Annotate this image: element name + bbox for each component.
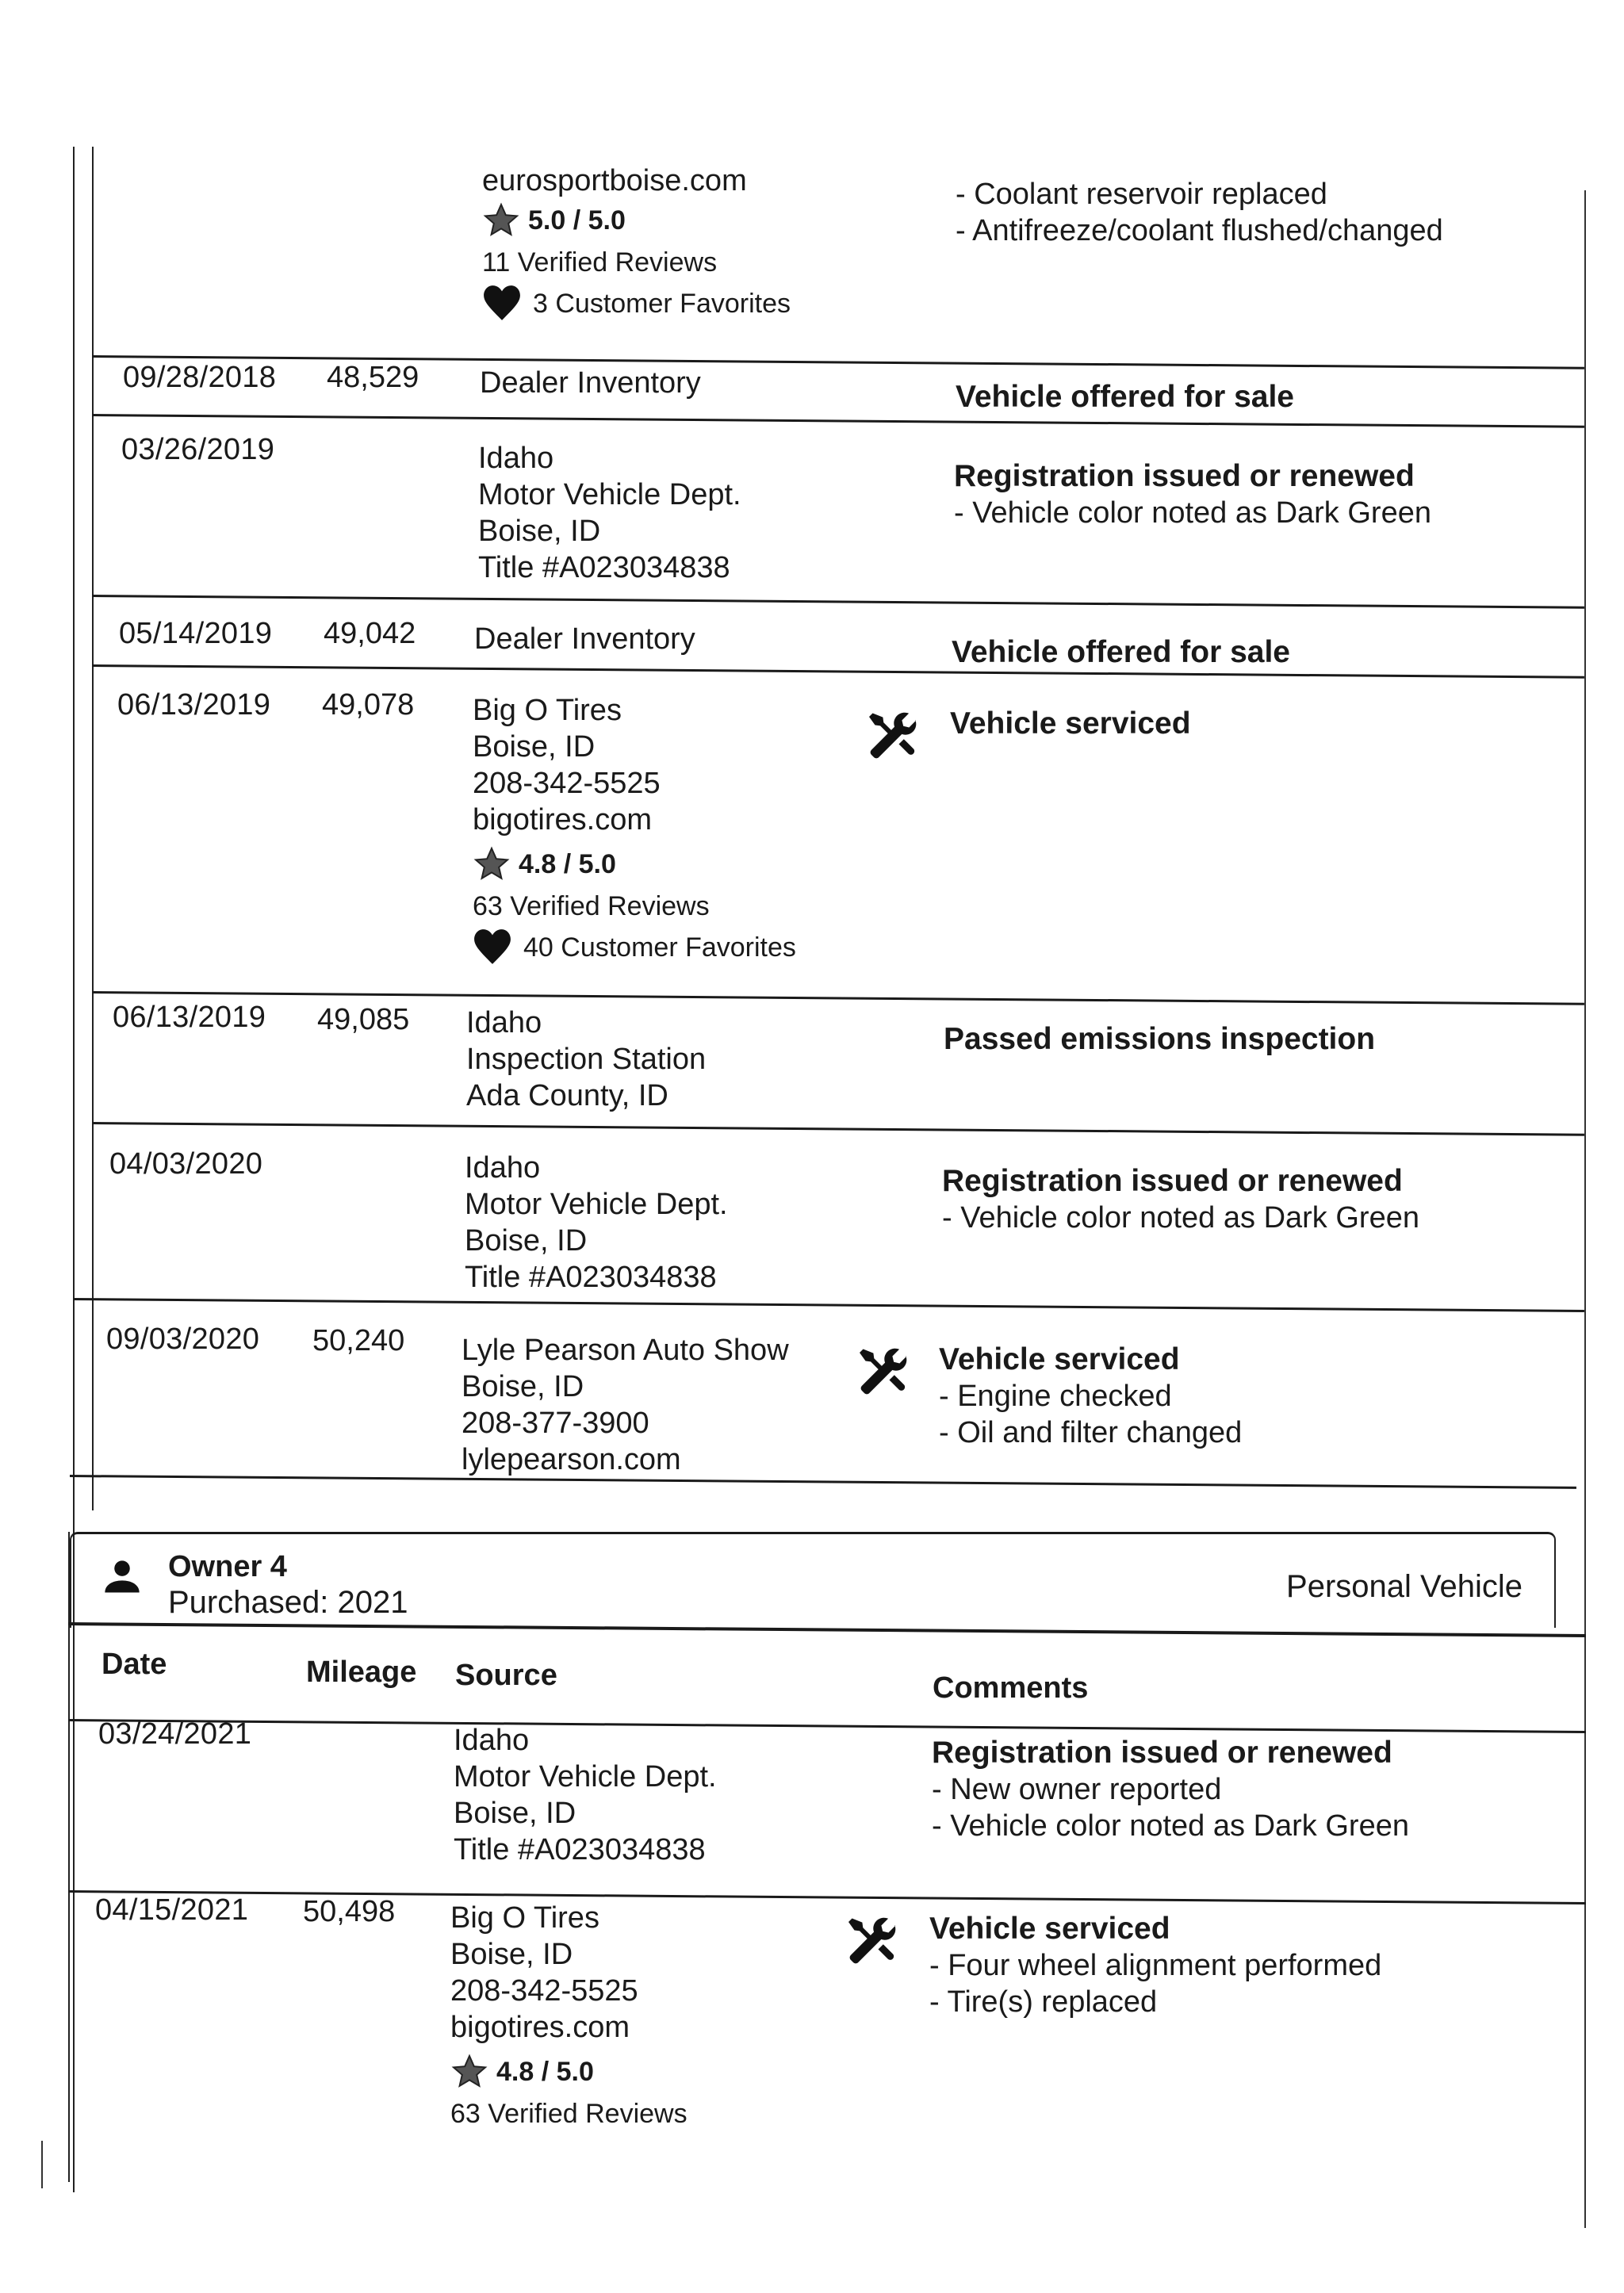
comment-title: Vehicle serviced bbox=[939, 1342, 1180, 1376]
table-border-left bbox=[92, 147, 94, 1510]
page-edge-left-bottom bbox=[41, 2141, 43, 2188]
row-divider bbox=[68, 1719, 1586, 1733]
rating-value: 4.8 / 5.0 bbox=[496, 2057, 594, 2087]
row-divider bbox=[68, 1890, 1586, 1904]
comments-cell bbox=[956, 176, 1443, 249]
source-line: Inspection Station bbox=[466, 1043, 707, 1076]
comments-cell bbox=[954, 458, 1431, 531]
row-divider bbox=[92, 355, 1584, 369]
phone-link[interactable]: 208-377-3900 bbox=[462, 1407, 649, 1440]
row-divider bbox=[92, 414, 1584, 428]
date-cell: 05/14/2019 bbox=[119, 617, 273, 650]
source-line: Boise, ID bbox=[473, 730, 596, 764]
source-line: Lyle Pearson Auto Show bbox=[462, 1334, 789, 1367]
comment-title: Registration issued or renewed bbox=[932, 1736, 1392, 1770]
source-line: Idaho bbox=[454, 1724, 530, 1757]
mileage-cell: 50,498 bbox=[303, 1895, 396, 1928]
column-header-mileage: Mileage bbox=[306, 1656, 417, 1689]
rating bbox=[482, 199, 791, 242]
comment-title: Vehicle serviced bbox=[929, 1912, 1170, 1946]
source-website-link[interactable]: lylepearson.com bbox=[462, 1443, 681, 1476]
comment-line: - Oil and filter changed bbox=[939, 1416, 1243, 1449]
date-cell: 04/15/2021 bbox=[95, 1893, 249, 1927]
comment-line: - Tire(s) replaced bbox=[929, 1985, 1158, 2019]
source-line: Motor Vehicle Dept. bbox=[454, 1760, 717, 1793]
source-line: Idaho bbox=[466, 1006, 542, 1039]
comments-cell bbox=[942, 1163, 1419, 1236]
date-cell: 03/26/2019 bbox=[121, 433, 275, 466]
source-line: Big O Tires bbox=[473, 694, 622, 727]
owner-table-border-left bbox=[68, 1532, 70, 2182]
date-cell: 04/03/2020 bbox=[109, 1147, 263, 1181]
verified-reviews: 11 Verified Reviews bbox=[482, 247, 718, 278]
comment-line: - Vehicle color noted as Dark Green bbox=[932, 1809, 1409, 1843]
source-line: Big O Tires bbox=[450, 1901, 599, 1935]
comment-title: Passed emissions inspection bbox=[944, 1022, 1376, 1056]
source-line: Motor Vehicle Dept. bbox=[478, 478, 741, 511]
date-cell: 03/24/2021 bbox=[98, 1717, 252, 1751]
row-divider bbox=[92, 1122, 1584, 1136]
comments-cell bbox=[929, 1911, 1381, 2020]
source-line: Idaho bbox=[478, 442, 554, 475]
title-number: Title #A023034838 bbox=[465, 1261, 717, 1294]
column-header-source: Source bbox=[455, 1659, 557, 1692]
customer-favorites bbox=[473, 927, 796, 968]
owner-title: Owner 4 bbox=[168, 1550, 287, 1583]
verified-reviews: 63 Verified Reviews bbox=[473, 891, 710, 921]
source-line: Boise, ID bbox=[454, 1797, 576, 1830]
heart-icon bbox=[473, 928, 512, 967]
comments-cell bbox=[932, 1735, 1409, 1844]
comment-title: Vehicle offered for sale bbox=[952, 635, 1291, 669]
owner-purchased-year: Purchased: 2021 bbox=[168, 1585, 408, 1620]
owner-card bbox=[70, 1532, 1556, 1628]
source-line: Ada County, ID bbox=[466, 1079, 668, 1112]
comment-line: - Engine checked bbox=[939, 1380, 1172, 1413]
source-website-link[interactable]: bigotires.com bbox=[450, 2011, 630, 2044]
phone-link[interactable]: 208-342-5525 bbox=[473, 767, 661, 800]
source-cell bbox=[482, 163, 791, 324]
comment-title: Vehicle serviced bbox=[950, 706, 1191, 741]
comment-line: - Four wheel alignment performed bbox=[929, 1949, 1382, 1982]
source-line: Boise, ID bbox=[450, 1938, 573, 1971]
section-bottom-border bbox=[70, 1475, 1576, 1489]
rating-value: 5.0 / 5.0 bbox=[528, 205, 626, 235]
comment-line: - Vehicle color noted as Dark Green bbox=[942, 1201, 1419, 1235]
date-cell: 09/03/2020 bbox=[106, 1323, 260, 1356]
page-edge-left bbox=[73, 147, 75, 2192]
customer-favorites bbox=[482, 283, 791, 324]
source-cell: Dealer Inventory bbox=[474, 622, 695, 656]
date-cell: 06/13/2019 bbox=[113, 1001, 266, 1034]
date-cell: 06/13/2019 bbox=[117, 688, 271, 722]
mileage-cell: 50,240 bbox=[312, 1324, 405, 1357]
source-cell: Dealer Inventory bbox=[480, 366, 701, 400]
verified-reviews: 63 Verified Reviews bbox=[450, 2099, 688, 2129]
favorites-count: 3 Customer Favorites bbox=[533, 289, 791, 319]
title-number: Title #A023034838 bbox=[454, 1833, 706, 1866]
comments-cell bbox=[939, 1342, 1242, 1451]
phone-link[interactable]: 208-342-5525 bbox=[450, 1974, 638, 2008]
date-cell: 09/28/2018 bbox=[123, 361, 277, 394]
source-cell bbox=[462, 1332, 789, 1478]
column-header-comments: Comments bbox=[933, 1671, 1089, 1705]
heart-icon bbox=[482, 284, 522, 323]
column-header-date: Date bbox=[102, 1648, 167, 1681]
source-line: Motor Vehicle Dept. bbox=[465, 1188, 728, 1221]
star-icon bbox=[473, 845, 511, 883]
source-cell bbox=[465, 1150, 728, 1296]
star-icon bbox=[482, 201, 520, 239]
source-website-link[interactable]: eurosportboise.com bbox=[482, 164, 747, 197]
rating-value: 4.8 / 5.0 bbox=[519, 849, 616, 879]
comment-line: - New owner reported bbox=[932, 1773, 1222, 1806]
comment-line: - Vehicle color noted as Dark Green bbox=[954, 496, 1431, 530]
mileage-cell: 49,042 bbox=[324, 617, 416, 650]
mileage-cell: 49,078 bbox=[322, 688, 415, 722]
source-cell bbox=[450, 1900, 688, 2134]
comment-line: - Coolant reservoir replaced bbox=[956, 178, 1327, 211]
row-divider bbox=[92, 991, 1584, 1005]
comment-title: Vehicle offered for sale bbox=[956, 380, 1295, 414]
title-number: Title #A023034838 bbox=[478, 551, 730, 584]
favorites-count: 40 Customer Favorites bbox=[523, 932, 796, 963]
source-cell bbox=[478, 440, 741, 586]
source-line: Boise, ID bbox=[462, 1370, 584, 1403]
service-tools-icon bbox=[855, 1343, 912, 1400]
star-icon bbox=[450, 2053, 488, 2091]
comment-title: Registration issued or renewed bbox=[942, 1164, 1403, 1198]
service-tools-icon bbox=[844, 1912, 901, 1970]
row-divider bbox=[92, 595, 1584, 609]
source-line: Boise, ID bbox=[465, 1224, 588, 1258]
mileage-cell: 49,085 bbox=[317, 1003, 410, 1036]
mileage-cell: 48,529 bbox=[327, 361, 419, 394]
rating bbox=[450, 2050, 688, 2093]
owner-vehicle-type: Personal Vehicle bbox=[1286, 1569, 1522, 1604]
source-cell bbox=[473, 692, 796, 968]
comment-title: Registration issued or renewed bbox=[954, 459, 1415, 493]
rating bbox=[473, 843, 796, 886]
table-border-right bbox=[1584, 190, 1586, 2228]
row-divider bbox=[73, 1298, 1584, 1312]
source-line: Boise, ID bbox=[478, 515, 601, 548]
source-website-link[interactable]: bigotires.com bbox=[473, 803, 652, 836]
service-tools-icon bbox=[864, 707, 921, 764]
row-divider bbox=[92, 664, 1584, 679]
source-cell bbox=[466, 1005, 706, 1114]
source-cell bbox=[454, 1722, 717, 1868]
comment-line: - Antifreeze/coolant flushed/changed bbox=[956, 214, 1443, 247]
source-line: Idaho bbox=[465, 1151, 541, 1185]
person-icon bbox=[102, 1556, 143, 1598]
